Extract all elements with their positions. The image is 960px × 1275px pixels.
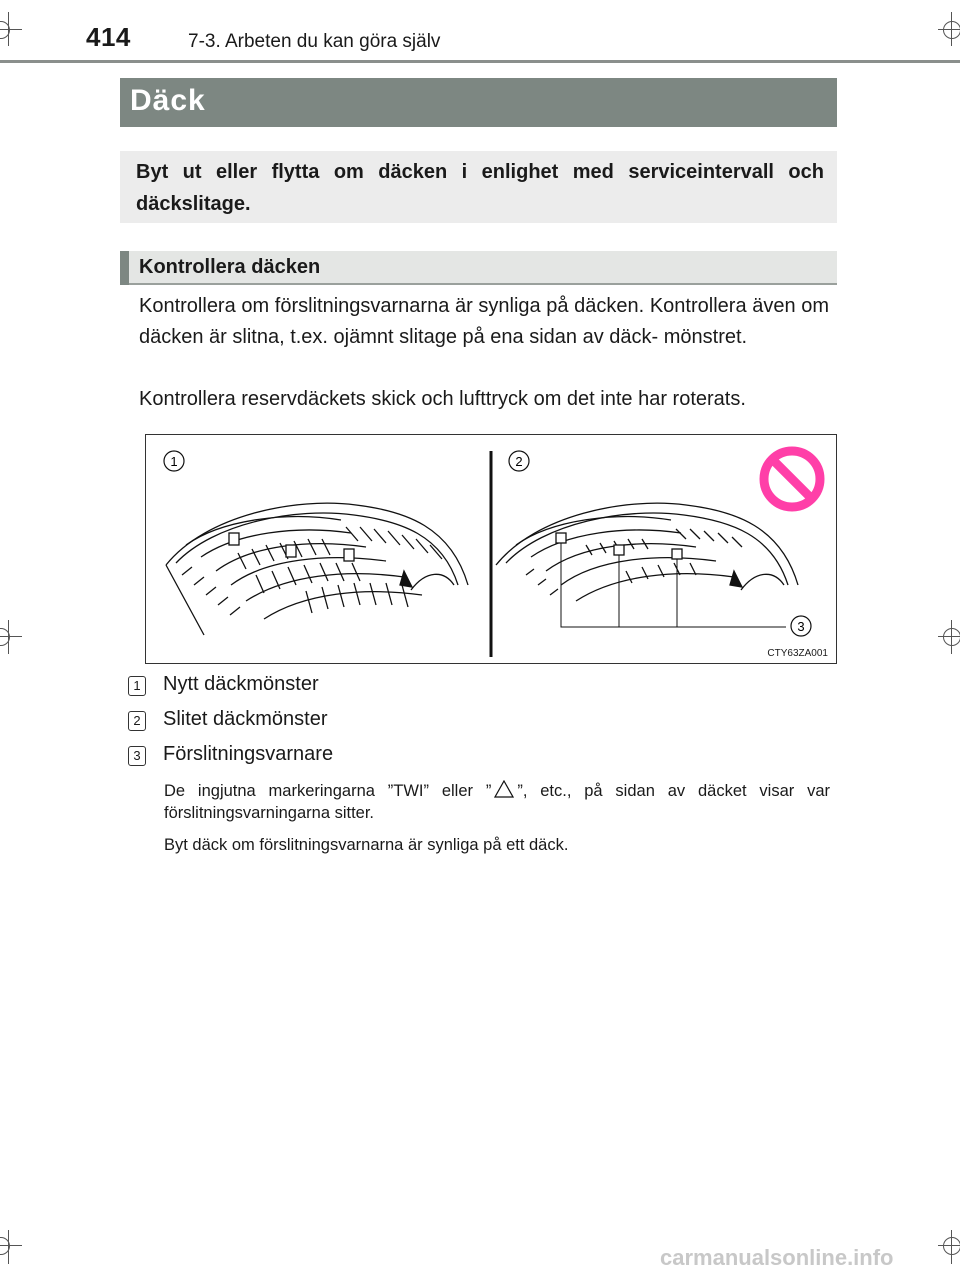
note-replace: Byt däck om förslitningsvarnarna är synliga på ett däck. [164, 836, 569, 854]
list-text: Förslitningsvarnare [163, 743, 334, 765]
triangle-icon [494, 780, 514, 798]
header-rule [0, 60, 960, 63]
callout-label-1: 1 [170, 454, 178, 469]
list-number: 2 [128, 711, 146, 731]
list-text: Slitet däckmönster [163, 708, 328, 730]
list-number: 3 [128, 746, 146, 766]
subsection-heading-label: Kontrollera däcken [139, 256, 321, 278]
callout-3 [791, 616, 811, 636]
worn-tire-drawing [496, 503, 798, 627]
callout-label-2: 2 [515, 454, 523, 469]
prohibition-icon [764, 451, 820, 507]
section-path: 7-3. Arbeten du kan göra själv [188, 31, 441, 52]
page-header [0, 0, 960, 62]
callout-2 [509, 451, 529, 471]
heading-marker [120, 251, 129, 285]
subsection-heading [120, 251, 837, 285]
note-twi-before: De ingjutna markeringarna ”TWI” eller ” [164, 782, 492, 800]
new-tire-drawing [166, 503, 468, 635]
figure-code: CTY63ZA001 [767, 648, 828, 659]
note-twi-after: ”, etc., på sidan av däcket visar var förslitningsvarningarna sitter. [164, 782, 830, 822]
callout-label-3: 3 [797, 619, 805, 634]
body-paragraph-2: Kontrollera reservdäckets skick och lufttryck om det inte har roterats. [139, 388, 746, 410]
intro-box [120, 151, 837, 223]
callout-1 [164, 451, 184, 471]
list-number: 1 [128, 676, 146, 696]
title-bar [120, 78, 837, 127]
page-title: Däck [130, 84, 206, 117]
intro-text: Byt ut eller flytta om däcken i enlighet med serviceintervall och däckslitage. [136, 161, 824, 215]
page-number: 414 [86, 22, 131, 52]
note-twi [164, 780, 830, 824]
tire-illustration [146, 435, 836, 663]
watermark: carmanualsonline.info [660, 1245, 894, 1270]
tire-figure [145, 434, 837, 664]
list-text: Nytt däckmönster [163, 673, 319, 695]
body-paragraph-1: Kontrollera om förslitningsvarnarna är synliga på däcken. Kontrollera även om däcken är slitna, t.ex. ojämnt slitage på ena sidan av däck- mönstret. [139, 295, 829, 348]
